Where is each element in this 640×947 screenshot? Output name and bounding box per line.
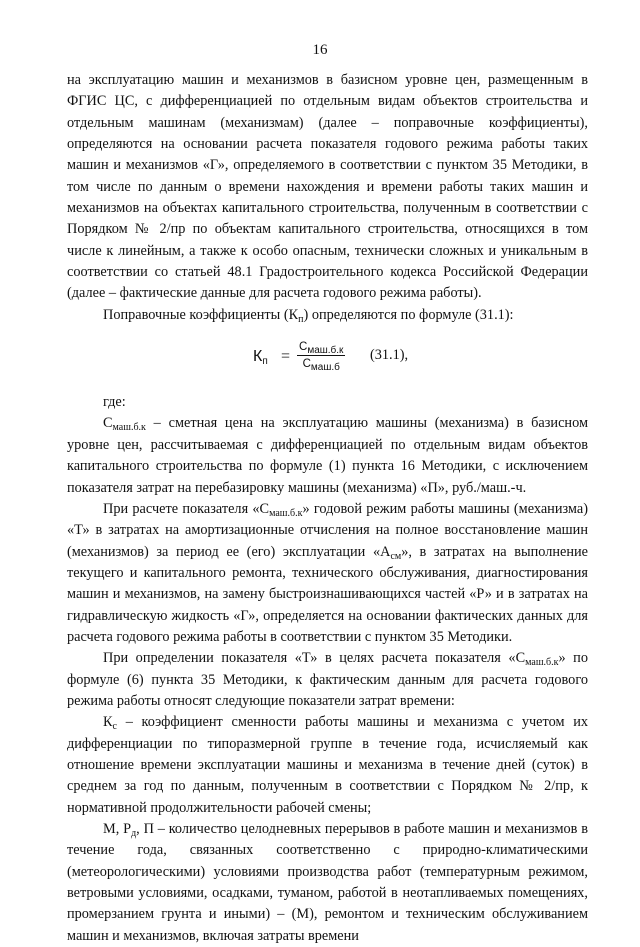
- paragraph-continuation: на эксплуатацию машин и механизмов в базисном уровне цен, размещенным в ФГИС ЦС, с дифференциацией по отдельным видам объектов строительства и отдельным машинам (механизмам) (далее – поправочные коэффициенты), определяются на основании расчета показателя годового режима работы таких машин и механизмов «Г», определяемого в соответствии с пунктом 35 Методики, в том числе по данным о времени нахождения и времени работы таких машин и механизмов на объектах капитального строительства, полученным в соответствии с Порядком № 2/пр по объектам капитального строительства, относящихся в том числе к линейным, а также к особо опасным, технически сложных и уникальным в соответствии со статьей 48.1 Градостроительного кодекса Российской Федерации (далее – фактические данные для расчета годового режима работы).: [67, 72, 588, 302]
- formula-lhs: $К_п$: [253, 348, 268, 368]
- formula-numerator: $С_{маш.б.к}$: [299, 341, 344, 357]
- page-number: 16: [312, 42, 328, 58]
- definition-c-mash-bk: $С_{маш.б.к}$ – сметная цена на эксплуатацию машины (механизма) в базисном уровне цен, рассчитываемая с дифференциацией по отдельным видам объектов капитального строительства по формуле (1) пункта 16 Методики, с исключением показателя затрат на перебазировку машины (механизма) «П», руб./маш.-ч.: [67, 415, 588, 496]
- document-body: [67, 70, 588, 947]
- formula-31-1: [67, 340, 588, 376]
- paragraph-time-indicators: При определении показателя «Т» в целях расчета показателя «$С_{маш.б.к}$» по формуле (6) пункта 35 Методики, к фактическим данным для расчета годового режима работы относят следующие показатели затрат времени:: [67, 650, 588, 709]
- formula-number: (31.1),: [370, 347, 409, 364]
- where-label: где:: [103, 394, 126, 411]
- paragraph-annual-mode: При расчете показателя «$С_{маш.б.к}$» годовой режим работы машины (механизма) «Т» в затратах на амортизационные отчисления на полное восстановление машин (механизмов) за период ее (его) эксплуатации «$А_{см}$», в затратах на выполнение текущего и капитального ремонта, технического обслуживания, диагностирования машин и механизмов, на замену быстроизнашивающихся частей «Р» и в затратах на гидравлическую жидкость «Г», определяется на основании фактических данных для расчета годового режима работы в соответствии с пунктом 35 Методики.: [67, 500, 588, 645]
- definition-kc: $К_с$ – коэффициент сменности работы машины и механизма с учетом их дифференциации по типоразмерной группе в течение года, исчисляемый как отношение времени эксплуатации машины и механизма в течение дней (суток) в среднем за год по данным, полученным в соответствии с Порядком № 2/пр, к нормативной продолжительности рабочей смены;: [67, 714, 588, 816]
- formula-equals: =: [281, 348, 291, 366]
- paragraph-formula-intro: Поправочные коэффициенты $(К_п)$ определяются по формуле (31.1):: [103, 306, 514, 325]
- formula-fraction: [297, 340, 345, 372]
- definition-m-rd-p: М, $Р_д$, П – количество целодневных перерывов в работе машин и механизмов в течение года, связанных соответственно с природно-климатическими (метеорологическими) условиями производства работ (температурным режимом, ветровыми условиями, осадками, туманом, работой в неотапливаемых помещениях, промерзанием грунта и иными) – (М), ремонтом и техническим обслуживанием машин и механизмов, включая затраты времени: [67, 821, 588, 944]
- formula-denominator: $С_{маш.б}$: [302, 358, 340, 374]
